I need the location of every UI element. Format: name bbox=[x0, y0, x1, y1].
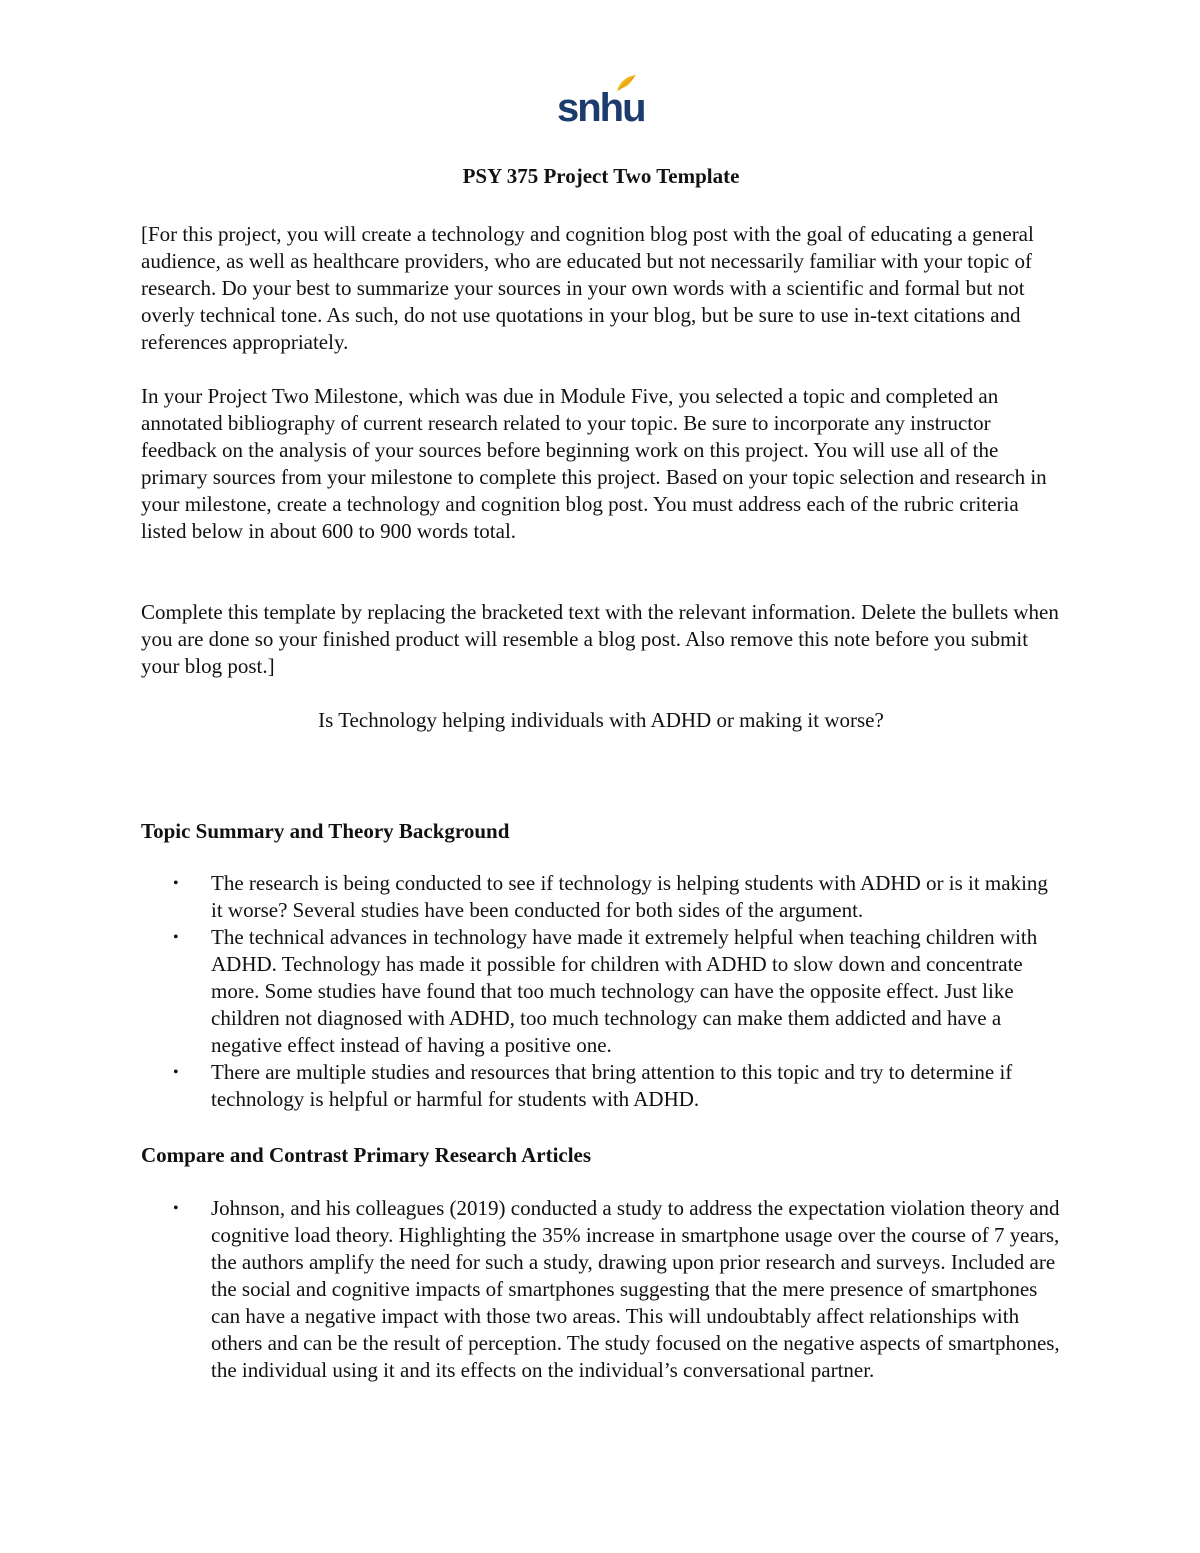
page-title: PSY 375 Project Two Template bbox=[462, 164, 740, 188]
section-heading-compare-contrast: Compare and Contrast Primary Research Articles bbox=[141, 1143, 592, 1167]
bullet-icon: • bbox=[173, 1064, 179, 1081]
intro-paragraph-2: In your Project Two Milestone, which was due in Module Five, you selected a topic and completed an annotated bibliography of current research related to your topic. Be sure to incorporate any instructor feedback on the analysis of your sources before beginning work on this project. You will use all of the primary sources from your milestone to complete this project. Based on your topic selection and research in your milestone, create a technology and cognition blog post. You must address each of the rubric criteria listed below in about 600 to 900 words total. bbox=[141, 384, 1047, 543]
snhu-logo bbox=[557, 74, 645, 134]
logo-wordmark: snhu bbox=[557, 86, 645, 130]
bullet-icon: • bbox=[173, 929, 179, 946]
list-item bbox=[141, 1195, 1061, 1384]
list-item bbox=[141, 924, 1061, 1059]
list-item-text: The technical advances in technology have made it extremely helpful when teaching children with ADHD. Technology has made it possible for children with ADHD to slow down and concentrate more. Some studies have found that too much technology can have the opposite effect. Just like children not diagnosed with ADHD, too much technology can make them addicted and have a negative effect instead of having a positive one. bbox=[211, 925, 1038, 1057]
blog-title: Is Technology helping individuals with ADHD or making it worse? bbox=[318, 708, 884, 732]
intro-paragraph-3: Complete this template by replacing the bracketed text with the relevant information. Delete the bullets when you are done so your finished product will resemble a blog post. Also remove this note before you submit your blog post.] bbox=[141, 600, 1059, 678]
list-item-text: The research is being conducted to see if technology is helping students with ADHD or is it making it worse? Several studies have been conducted for both sides of the argument. bbox=[211, 871, 1048, 922]
list-item bbox=[141, 870, 1061, 924]
intro-paragraph-1: [For this project, you will create a technology and cognition blog post with the goal of educating a general audience, as well as healthcare providers, who are educated but not necessarily familiar with your topic of research. Do your best to summarize your sources in your own words with a scientific and formal but not overly technical tone. As such, do not use quotations in your blog, but be sure to use in-text citations and references appropriately. bbox=[141, 222, 1034, 354]
compare-contrast-bullet-list bbox=[141, 1195, 1061, 1384]
bullet-icon: • bbox=[173, 1200, 179, 1217]
topic-summary-bullet-list bbox=[141, 870, 1061, 1113]
list-item bbox=[141, 1059, 1061, 1113]
section-heading-topic-summary: Topic Summary and Theory Background bbox=[141, 819, 510, 843]
list-item-text: There are multiple studies and resources that bring attention to this topic and try to determine if technology is helpful or harmful for students with ADHD. bbox=[211, 1060, 1013, 1111]
list-item-text: Johnson, and his colleagues (2019) conducted a study to address the expectation violation theory and cognitive load theory. Highlighting the 35% increase in smartphone usage over the course of 7 years, the authors amplify the need for such a study, drawing upon prior research and surveys. Included are the social and cognitive impacts of smartphones suggesting that the mere presence of smartphones can have a negative impact with those two areas. This will undoubtably affect relationships with others and can be the result of perception. The study focused on the negative aspects of smartphones, the individual using it and its effects on the individual’s conversational partner. bbox=[211, 1196, 1060, 1382]
bullet-icon: • bbox=[173, 875, 179, 892]
